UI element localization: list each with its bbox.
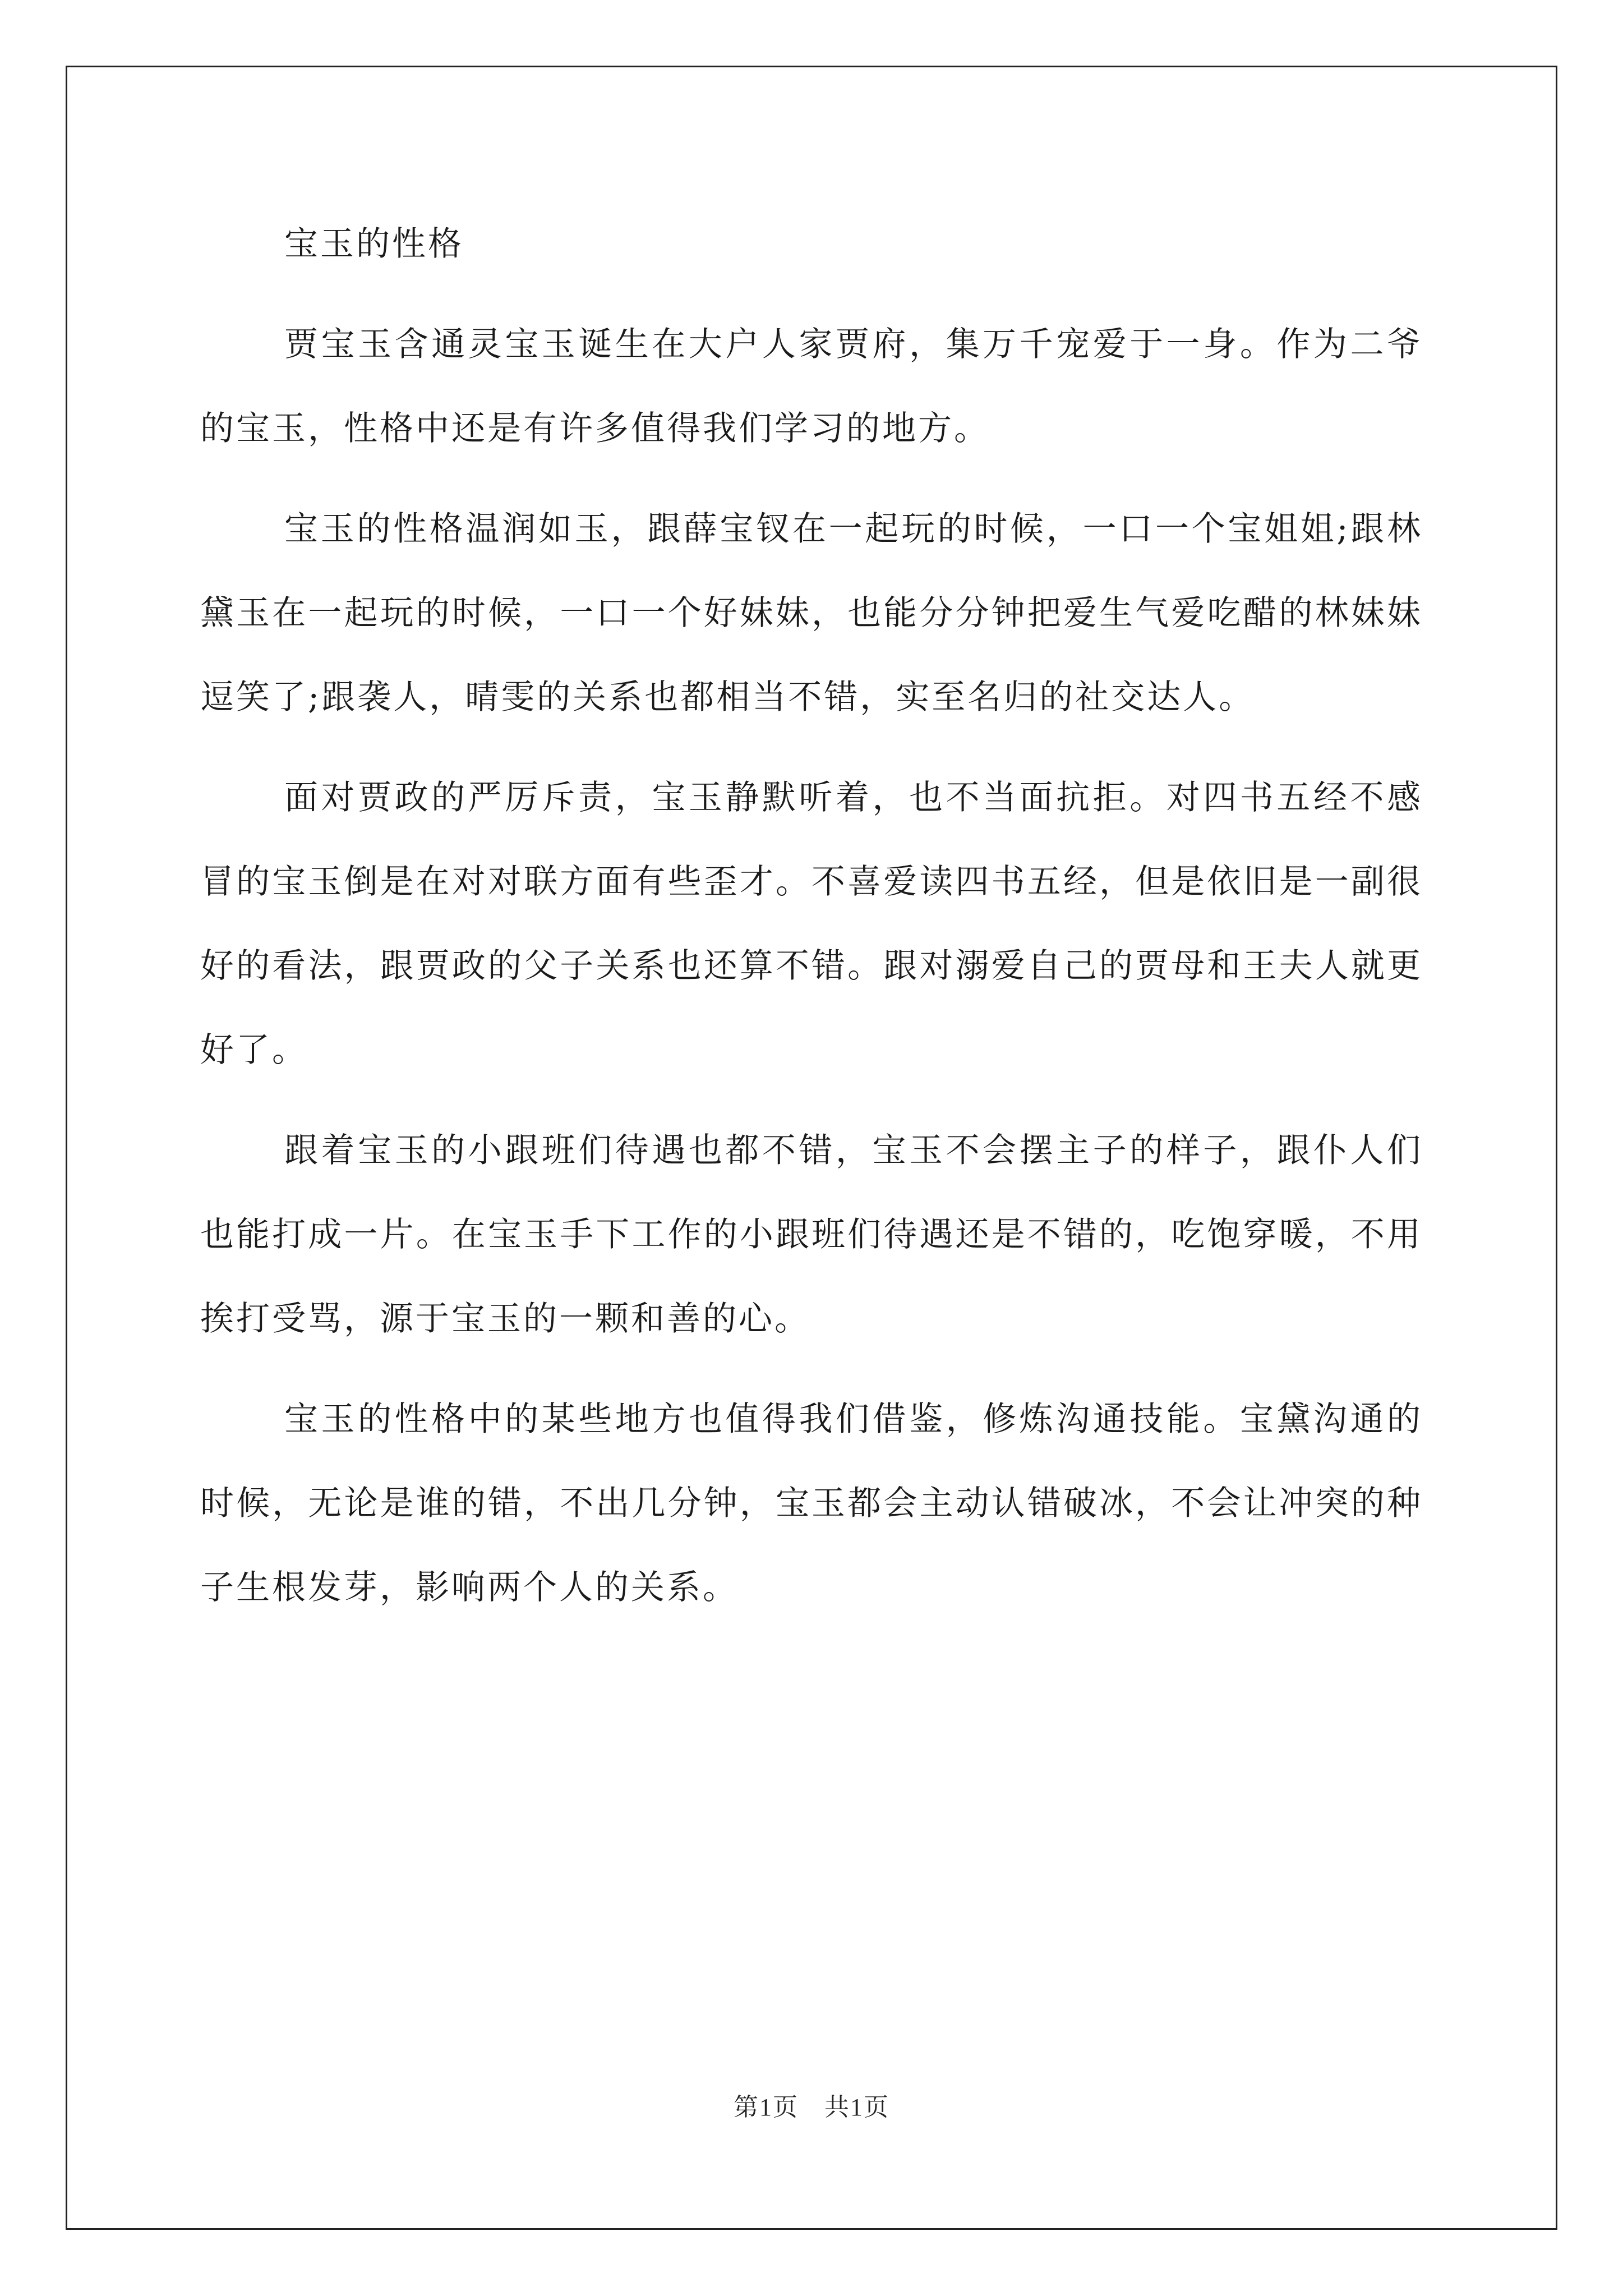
paragraph: 贾宝玉含通灵宝玉诞生在大户人家贾府，集万千宠爱于一身。作为二爷的宝玉，性格中还是有许多值得我们学习的地方。 — [200, 325, 1423, 448]
paragraph: 宝玉的性格中的某些地方也值得我们借鉴，修炼沟通技能。宝黛沟通的时候，无论是谁的错，不出几分钟，宝玉都会主动认错破冰，不会让冲突的种子生根发芽，影响两个人的关系。 — [200, 1400, 1423, 1607]
page-number-footer: 第1页 共1页 — [734, 2093, 889, 2121]
paragraph: 面对贾政的严厉斥责，宝玉静默听着，也不当面抗拒。对四书五经不感冒的宝玉倒是在对对联方面有些歪才。不喜爱读四书五经，但是依旧是一副很好的看法，跟贾政的父子关系也还算不错。跟对溺爱自己的贾母和王夫人就更好了。 — [200, 778, 1423, 1070]
document-title: 宝玉的性格 — [284, 224, 464, 264]
paragraph: 跟着宝玉的小跟班们待遇也都不错，宝玉不会摆主子的样子，跟仆人们也能打成一片。在宝玉手下工作的小跟班们待遇还是不错的，吃饱穿暖，不用挨打受骂，源于宝玉的一颗和善的心。 — [200, 1131, 1423, 1338]
document-body — [200, 202, 1423, 1630]
paragraph: 宝玉的性格温润如玉，跟薛宝钗在一起玩的时候，一口一个宝姐姐;跟林黛玉在一起玩的时候，一口一个好妹妹，也能分分钟把爱生气爱吃醋的林妹妹逗笑了;跟袭人，晴雯的关系也都相当不错，实至名归的社交达人。 — [200, 509, 1423, 717]
